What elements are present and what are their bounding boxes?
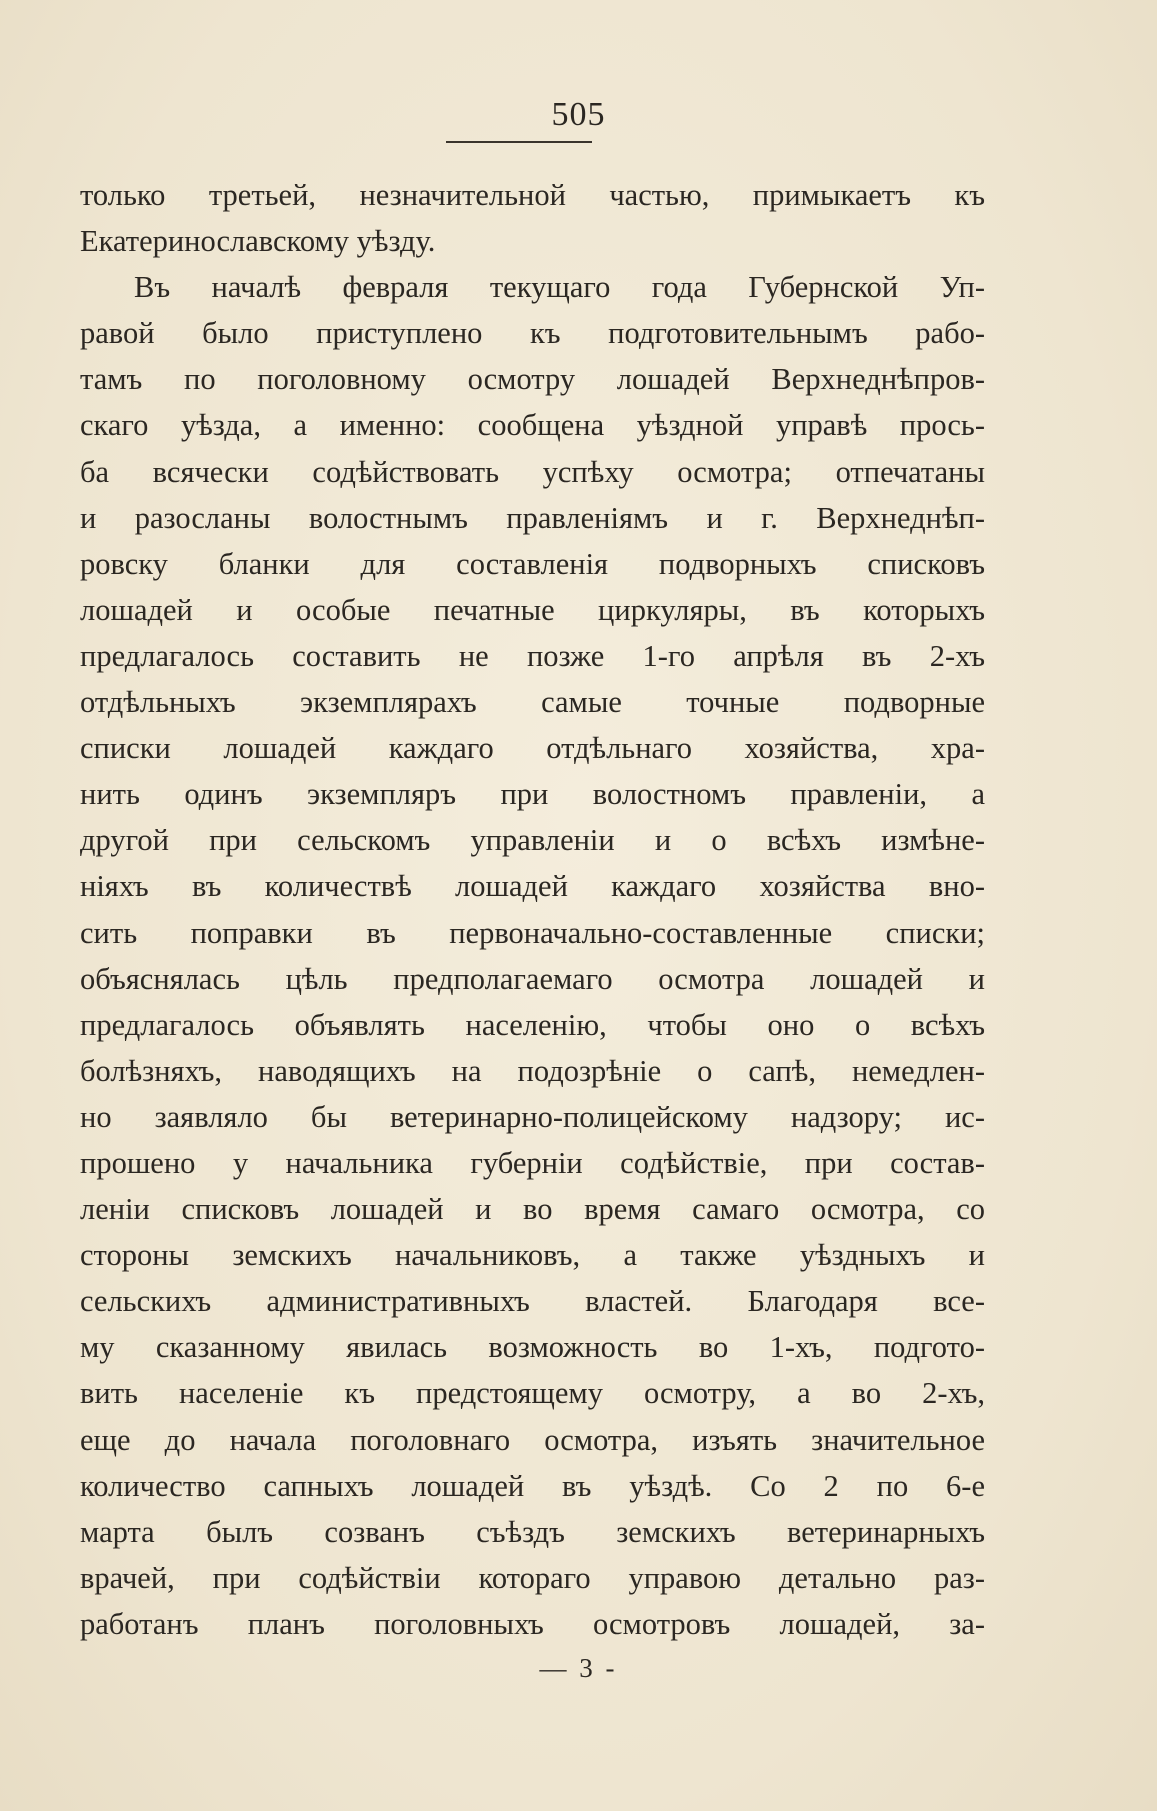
text-line: списки лошадей каждаго отдѣльнаго хозяйства, хра-: [80, 731, 985, 766]
text-line: Въ началѣ февраля текущаго года Губернской Уп-: [134, 270, 985, 305]
text-line: количество сапныхъ лошадей въ уѣздѣ. Со 2 по 6-е: [80, 1468, 985, 1503]
text-line: лошадей и особые печатные циркуляры, въ которыхъ: [80, 592, 985, 627]
signature-mark: — 3 -: [539, 1653, 618, 1683]
text-line: марта былъ созванъ съѣздъ земскихъ ветеринарныхъ: [80, 1514, 985, 1549]
text-line: Екатеринославскому уѣзду.: [80, 224, 436, 259]
text-line: стороны земскихъ начальниковъ, а также уѣздныхъ и: [80, 1238, 985, 1273]
text-line: леніи списковъ лошадей и во время самаго осмотра, со: [80, 1192, 985, 1227]
text-line: сить поправки въ первоначально-составленные списки;: [80, 915, 985, 950]
text-line: врачей, при содѣйствіи котораго управою детально раз-: [80, 1560, 985, 1595]
text-line: равой было приступлено къ подготовительнымъ рабо-: [80, 316, 985, 351]
text-line: только третьей, незначительной частью, примыкаетъ къ: [80, 178, 985, 212]
text-line: тамъ по поголовному осмотру лошадей Верхнеднѣпров-: [80, 362, 985, 397]
text-line: вить населеніе къ предстоящему осмотру, а во 2-хъ,: [80, 1376, 985, 1411]
page-number: 505: [551, 96, 606, 133]
text-line: ровску бланки для составленія подворныхъ списковъ: [80, 546, 985, 581]
text-line: скаго уѣзда, а именно: сообщена уѣздной управѣ прось-: [80, 408, 985, 443]
body-text: [80, 172, 985, 1647]
text-line: но заявляло бы ветеринарно-полицейскому надзору; ис-: [80, 1099, 985, 1134]
text-line: му сказанному явилась возможность во 1-хъ, подгото-: [80, 1330, 985, 1365]
text-line: работанъ планъ поголовныхъ осмотровъ лошадей, за-: [80, 1606, 985, 1641]
text-line: прошено у начальника губерніи содѣйствіе, при состав-: [80, 1145, 985, 1180]
text-line: объяснялась цѣль предполагаемаго осмотра лошадей и: [80, 961, 985, 996]
text-line: другой при сельскомъ управленіи и о всѣхъ измѣне-: [80, 823, 985, 858]
text-line: и разосланы волостнымъ правленіямъ и г. Верхнеднѣп-: [80, 500, 985, 535]
text-line: предлагалось объявлять населенію, чтобы оно о всѣхъ: [80, 1007, 985, 1042]
text-line: болѣзняхъ, наводящихъ на подозрѣніе о сапѣ, немедлен-: [80, 1053, 985, 1088]
text-line: сельскихъ административныхъ властей. Благодаря все-: [80, 1284, 985, 1319]
text-line: ба всячески содѣйствовать успѣху осмотра; отпечатаны: [80, 454, 985, 489]
text-line: предлагалось составить не позже 1-го апрѣля въ 2-хъ: [80, 638, 985, 673]
text-line: отдѣльныхъ экземплярахъ самые точные подворные: [80, 685, 985, 720]
text-line: нить одинъ экземпляръ при волостномъ правленіи, а: [80, 777, 985, 812]
header-rule: [446, 141, 592, 143]
text-line: еще до начала поголовнаго осмотра, изъять значительное: [80, 1422, 985, 1457]
text-line: ніяхъ въ количествѣ лошадей каждаго хозяйства вно-: [80, 869, 985, 904]
